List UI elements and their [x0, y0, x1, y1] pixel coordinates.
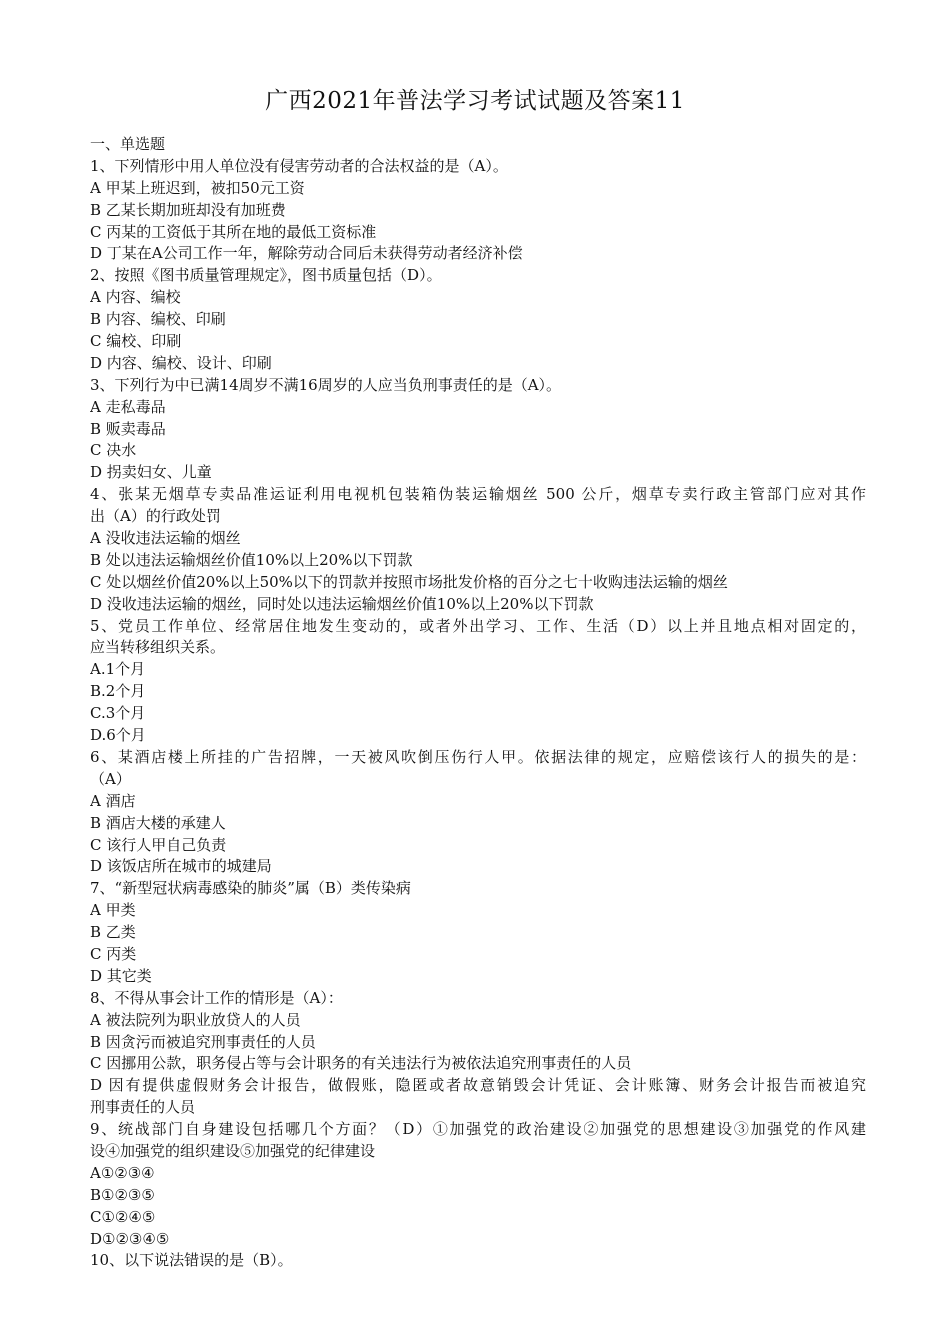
question-4-continued: 出（A）的行政处罚: [90, 507, 221, 526]
option-line: D①②③④⑤: [90, 1229, 170, 1248]
option-line: A 走私毒品: [90, 397, 166, 416]
option-line: A 没收违法运输的烟丝: [90, 529, 241, 548]
question-5: 5、党员工作单位、经常居住地发生变动的，或者外出学习、工作、生活（D）以上并且地点相对固定的，: [90, 616, 866, 635]
option-line: B 乙某长期加班却没有加班费: [90, 200, 286, 219]
question-1: 1、下列情形中用人单位没有侵害劳动者的合法权益的是（A）。: [90, 156, 508, 175]
question-9: 9、统战部门自身建设包括哪几个方面？（D）①加强党的政治建设②加强党的思想建设③加强党的作风建: [90, 1120, 866, 1139]
option-line: B 贩卖毒品: [90, 419, 166, 438]
question-6: 6、某酒店楼上所挂的广告招牌，一天被风吹倒压伤行人甲。依据法律的规定，应赔偿该行人的损失的是：: [90, 747, 866, 766]
question-10: 10、以下说法错误的是（B）。: [90, 1251, 293, 1270]
option-line: C 决水: [90, 441, 137, 460]
option-line: B 处以违法运输烟丝价值10%以上20%以下罚款: [90, 550, 413, 569]
option-line: A.1个月: [90, 660, 146, 679]
option-line: A 甲类: [90, 901, 136, 920]
question-6-continued: （A）: [90, 769, 131, 788]
option-line: D 其它类: [90, 966, 152, 985]
option-line: A①②③④: [90, 1163, 155, 1182]
document-body: [90, 134, 866, 1272]
question-4: 4、张某无烟草专卖品准运证利用电视机包装箱伪装运输烟丝 500 公斤，烟草专卖行政主管部门应对其作: [90, 485, 866, 504]
option-line: C 丙某的工资低于其所在地的最低工资标准: [90, 222, 377, 241]
option-line: D 丁某在A公司工作一年，解除劳动合同后未获得劳动者经济补偿: [90, 244, 523, 263]
option-line: C 处以烟丝价值20%以上50%以下的罚款并按照市场批发价格的百分之七十收购违法运输的烟丝: [90, 572, 728, 591]
question-3: 3、下列行为中已满14周岁不满16周岁的人应当负刑事责任的是（A）。: [90, 375, 562, 394]
option-line-continued: 刑事责任的人员: [90, 1098, 196, 1117]
option-line: D 拐卖妇女、儿童: [90, 463, 212, 482]
option-line: A 内容、编校: [90, 288, 181, 307]
question-5-continued: 应当转移组织关系。: [90, 638, 226, 657]
option-line: D 内容、编校、设计、印刷: [90, 353, 272, 372]
option-line: C 该行人甲自己负责: [90, 835, 227, 854]
option-line: D 因有提供虚假财务会计报告，做假账，隐匿或者故意销毁会计凭证、会计账簿、财务会计报告而被追究: [90, 1076, 866, 1095]
question-9-continued: 设④加强党的组织建设⑤加强党的纪律建设: [90, 1141, 376, 1160]
document-title: 广西2021年普法学习考试试题及答案11: [265, 88, 685, 114]
option-line: B①②③⑤: [90, 1185, 155, 1204]
option-line: B 因贪污而被追究刑事责任的人员: [90, 1032, 316, 1051]
option-line: B.2个月: [90, 682, 146, 701]
option-line: A 被法院列为职业放贷人的人员: [90, 1010, 301, 1029]
option-line: C 编校、印刷: [90, 332, 182, 351]
option-line: A 酒店: [90, 791, 136, 810]
option-line: D 没收违法运输的烟丝，同时处以违法运输烟丝价值10%以上20%以下罚款: [90, 594, 594, 613]
option-line: B 乙类: [90, 923, 136, 942]
option-line: B 酒店大楼的承建人: [90, 813, 226, 832]
option-line: C.3个月: [90, 704, 146, 723]
option-line: C 丙类: [90, 944, 137, 963]
question-8: 8、不得从事会计工作的情形是（A）：: [90, 988, 343, 1007]
option-line: B 内容、编校、印刷: [90, 310, 226, 329]
option-line: D 该饭店所在城市的城建局: [90, 857, 272, 876]
question-2: 2、按照《图书质量管理规定》，图书质量包括（D）。: [90, 266, 442, 285]
option-line: C 因挪用公款，职务侵占等与会计职务的有关违法行为被依法追究刑事责任的人员: [90, 1054, 632, 1073]
question-7: 7、“新型冠状病毒感染的肺炎”属（B）类传染病: [90, 879, 411, 898]
option-line: D.6个月: [90, 726, 146, 745]
option-line: C①②④⑤: [90, 1207, 156, 1226]
option-line: A 甲某上班迟到，被扣50元工资: [90, 178, 305, 197]
section-heading: 一、单选题: [90, 135, 166, 153]
